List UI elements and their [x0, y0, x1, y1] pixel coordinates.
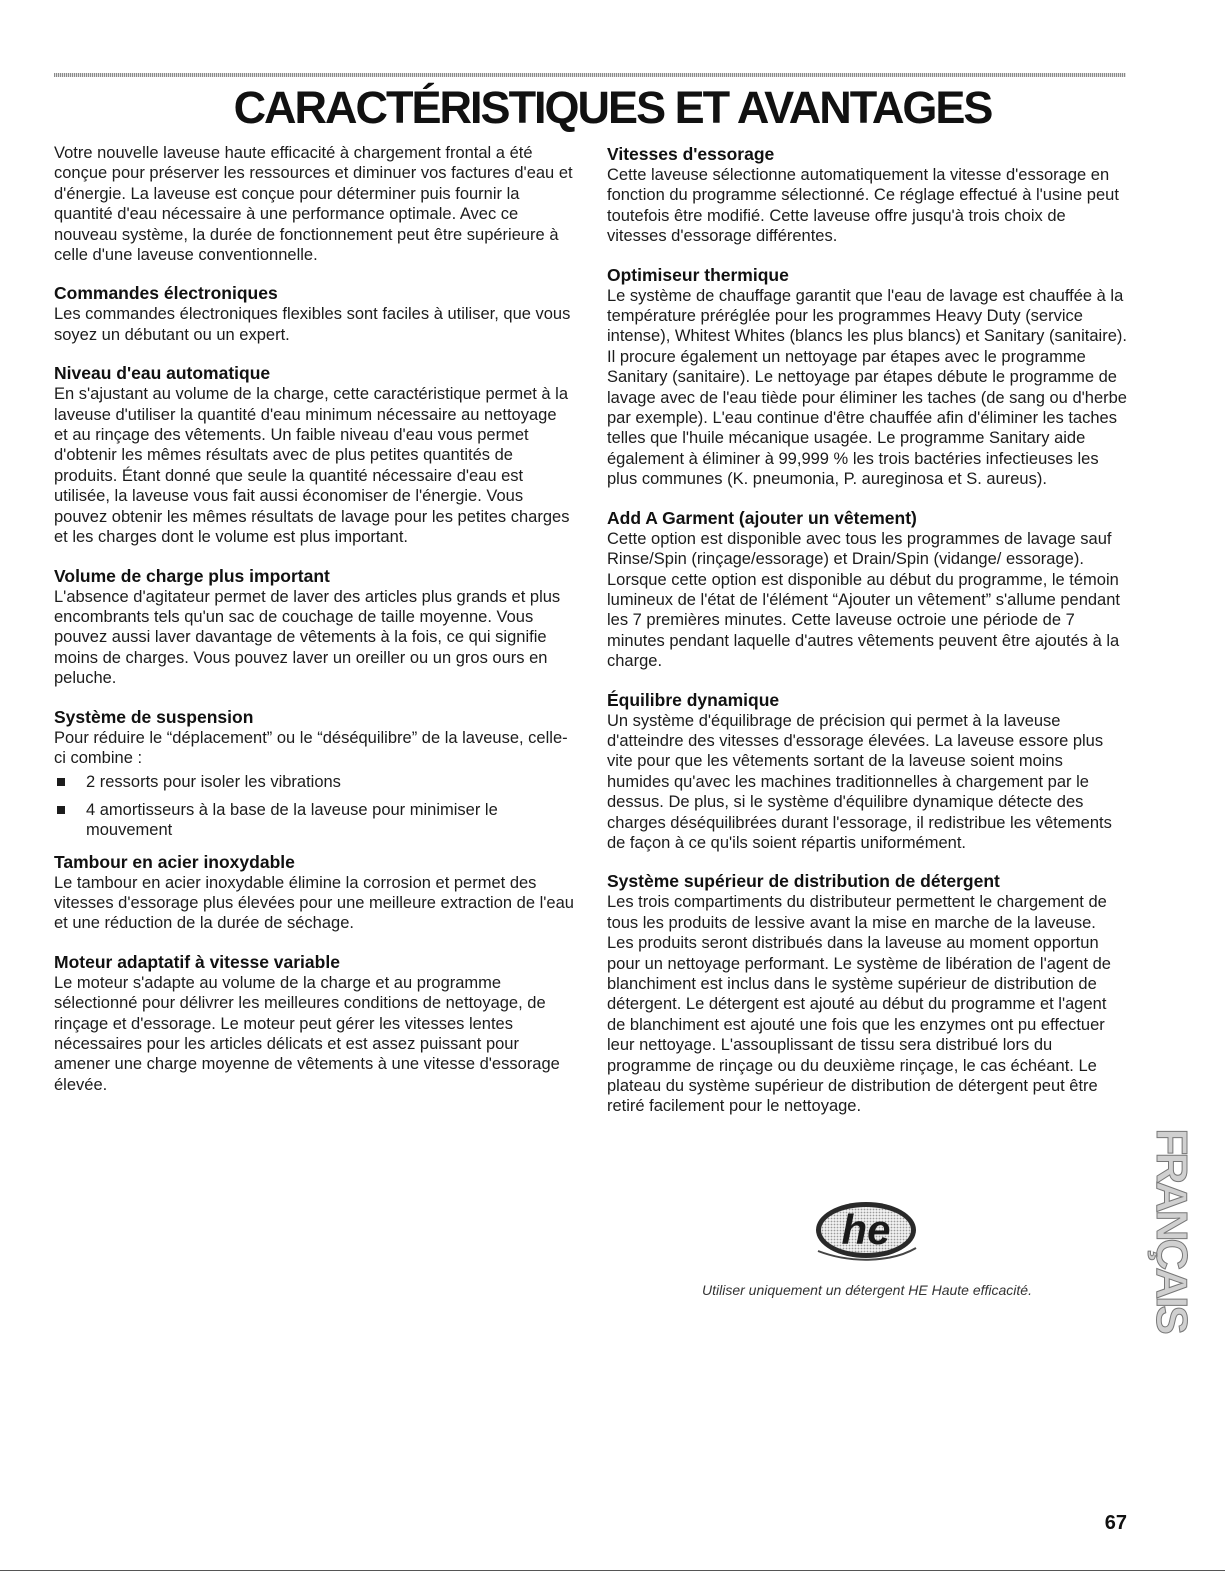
section-volume-charge — [54, 565, 574, 689]
page-number: 67 — [1104, 1512, 1127, 1534]
section-add-garment — [607, 507, 1127, 672]
section-equilibre — [607, 689, 1127, 854]
section-body: L'absence d'agitateur permet de laver des articles plus grands et plus encombrants tels qu'un sac de couchage de taille moyenne. Vous pouvez aussi laver davantage de vêtements à la fois, ce qui signifie moins de charges. Vous pouvez laver un oreiller ou un gros ours en peluche. — [54, 587, 561, 688]
bullet-item — [54, 800, 574, 841]
section-heading: Optimiseur thermique — [607, 264, 789, 285]
intro-section — [54, 143, 574, 265]
left-column — [54, 143, 574, 1112]
section-heading: Add A Garment (ajouter un vêtement) — [607, 507, 917, 528]
section-moteur — [54, 951, 574, 1095]
he-logo-icon — [812, 1196, 922, 1266]
section-heading: Vitesses d'essorage — [607, 144, 775, 164]
section-body: Cette option est disponible avec tous les programmes de lavage sauf Rinse/Spin (rinçage/essorage) et Drain/Spin (vidange/ essorage). Lorsque cette option est disponible au début du programme, le témoin lumineux de l'état de l'élément “Ajouter un vêtement” s'allume pendant les 7 premières minutes. Cette laveuse octroie une période de 7 minutes pendant laquelle d'autres vêtements peuvent être ajoutés à la charge. — [607, 529, 1120, 671]
right-column — [607, 143, 1127, 1134]
language-side-tab — [1146, 1105, 1196, 1355]
section-optimiseur — [607, 264, 1127, 490]
section-heading: Moteur adaptatif à vitesse variable — [54, 951, 340, 972]
bullet-list — [54, 772, 574, 840]
bullet-item — [54, 772, 574, 792]
bullet-square-icon — [57, 778, 65, 786]
he-logo-text: he — [841, 1206, 891, 1253]
logo-caption: Utiliser uniquement un détergent HE Haute efficacité. — [702, 1282, 1032, 1298]
section-body: Les commandes électroniques flexibles sont faciles à utiliser, que vous soyez un débutant ou un expert. — [54, 305, 571, 344]
section-distribution — [607, 870, 1127, 1116]
intro-text: Votre nouvelle laveuse haute efficacité à chargement frontal a été conçue pour préserver les ressources et diminuer vos factures d'eau et d'énergie. La laveuse est conçue pour déterminer puis fournir la quantité d'eau nécessaire à une performance optimale. Avec ce nouveau système, la durée de fonctionnement peut être supérieure à celle d'une laveuse conventionnelle. — [54, 144, 573, 265]
section-body: Un système d'équilibrage de précision qui permet à la laveuse d'atteindre des vitesses d'essorage élevées. La laveuse essore plus vite pour que les vêtements sortant de la laveuse soient moins humides qu'avec les machines traditionnelles à chargement par le dessus. De plus, si le système d'équilibre dynamique détecte des charges déséquilibrées durant l'essorage, il redistribue les vêtements de façon à ce qu'ils soient répartis uniformément. — [607, 711, 1112, 852]
section-heading: Niveau d'eau automatique — [54, 363, 271, 384]
section-body: Les trois compartiments du distributeur permettent le chargement de tous les produits de lessive avant la mise en marche de la laveuse. Les produits seront distribués dans la laveuse au moment opportun pour un nettoyage performant. Le système de libération de l'agent de blanchiment est inclus dans le système supérieur de distribution de détergent. Le détergent est ajouté au début du programme et l'agent de blanchiment est ajouté une fois que les enzymes ont pu effectuer leur nettoyage. L'assouplissant de tissu sera distribué lors du programme de rinçage ou du deuxième rinçage, le cas échéant. Le plateau du système supérieur de distribution de détergent peut être retiré facilement pour le nettoyage. — [607, 893, 1111, 1116]
section-heading: Équilibre dynamique — [607, 689, 780, 710]
section-heading: Système de suspension — [54, 706, 254, 727]
section-body: Le moteur s'adapte au volume de la charge et au programme sélectionné pour délivrer les meilleures conditions de nettoyage, de rinçage et d'essorage. Le moteur peut gérer les vitesses lentes nécessaires pour les articles délicats et est assez puissant pour amener une charge moyenne de vêtements à une vitesse d'essorage élevée. — [54, 973, 560, 1094]
section-heading: Volume de charge plus important — [54, 565, 330, 586]
section-vitesses — [607, 143, 1127, 247]
section-body: Le tambour en acier inoxydable élimine la corrosion et permet des vitesses d'essorage plus élevées pour une meilleure extraction de l'eau et une réduction de la durée de séchage. — [54, 873, 574, 933]
section-heading: Système supérieur de distribution de détergent — [607, 871, 1000, 892]
side-tab-label: FRANÇAIS — [1147, 1128, 1196, 1332]
section-suspension — [54, 706, 574, 841]
section-commandes — [54, 282, 574, 345]
section-body: Le système de chauffage garantit que l'eau de lavage est chauffée à la température préréglée pour les programmes Heavy Duty (service intense), Whitest Whites (blancs les plus blancs) et Sanitary (sanitaire). Il procure également un nettoyage par étapes avec le programme Sanitary (sanitaire). Le nettoyage par étapes débute le programme de lavage avec de l'eau tiède pour éliminer les taches (de sang ou d'herbe par exemple). L'eau continue d'être chauffée afin d'éliminer les taches telles que l'huile mécanique usagée. Le programme Sanitary aide également à éliminer à 99,999 % les trois bactéries infectieuses les plus communes (K. pneumonia, P. aureginosa et S. aureus). — [607, 286, 1127, 489]
he-logo — [812, 1196, 922, 1266]
section-niveau-eau — [54, 362, 574, 547]
bullet-text: 2 ressorts pour isoler les vibrations — [86, 773, 341, 792]
bottom-rule — [0, 1570, 1225, 1571]
bullet-text: 4 amortisseurs à la base de la laveuse pour minimiser le mouvement — [86, 800, 498, 840]
section-body: Cette laveuse sélectionne automatiquement la vitesse d'essorage en fonction du programme sélectionné. Ce réglage effectué à l'usine peut toutefois être modifié. Cette laveuse offre jusqu'à trois choix de vitesses d'essorage différentes. — [607, 166, 1119, 246]
top-rule — [54, 73, 1126, 77]
section-tambour — [54, 851, 574, 934]
page-title: CARACTÉRISTIQUES ET AVANTAGES — [233, 82, 992, 133]
section-heading: Commandes électroniques — [54, 283, 278, 304]
section-heading: Tambour en acier inoxydable — [54, 851, 295, 872]
section-body: En s'ajustant au volume de la charge, cette caractéristique permet à la laveuse d'utiliser la quantité d'eau minimum nécessaire au nettoyage et au rinçage des vêtements. Un faible niveau d'eau vous permet d'obtenir les mêmes résultats avec de plus petites quantités de produits. Étant donné que seule la quantité nécessaire d'eau est utilisée, la laveuse vous fait aussi économiser de l'énergie. Vous pouvez obtenir les mêmes résultats de lavage pour les petites charges et les charges dont le volume est plus important. — [54, 385, 570, 547]
section-body: Pour réduire le “déplacement” ou le “déséquilibre” de la laveuse, celle-ci combine : — [54, 728, 568, 767]
bullet-square-icon — [57, 806, 65, 814]
